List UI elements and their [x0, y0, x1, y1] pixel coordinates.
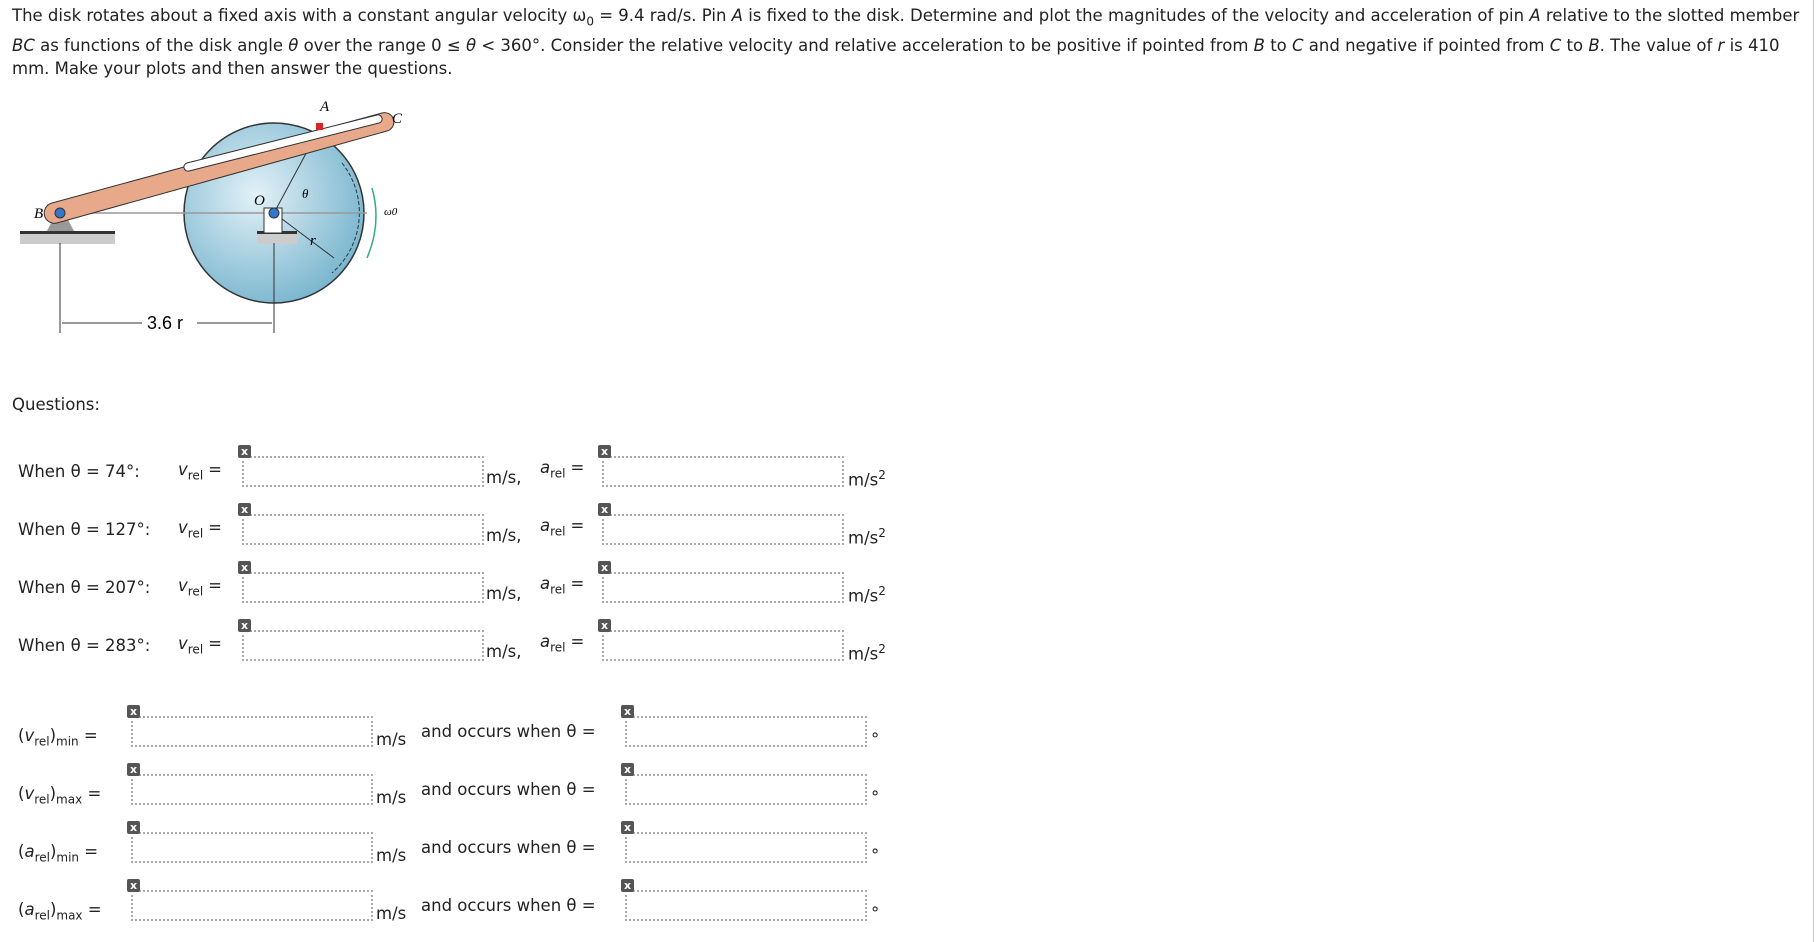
t: . The value of	[1599, 35, 1718, 55]
symbol: v	[178, 460, 188, 479]
clear-icon[interactable]: x	[598, 619, 611, 632]
a-rel-input[interactable]	[602, 630, 844, 661]
t: to	[1264, 35, 1293, 55]
v-unit: m/s,	[486, 584, 522, 603]
t: relative to the slotted member	[1540, 6, 1800, 25]
v-unit: m/s,	[486, 468, 522, 487]
t: is fixed to the disk. Determine and plot the magnitudes of the velocity and acceleration of pin	[742, 6, 1530, 25]
t: is 410 mm. Make your plots and then answer the questions.	[12, 35, 1780, 79]
equals: =	[208, 460, 222, 479]
symbol-label	[540, 574, 584, 596]
questions-heading: Questions:	[12, 395, 100, 414]
clear-icon[interactable]: x	[621, 763, 634, 776]
clear-icon[interactable]: x	[238, 503, 251, 516]
degree-unit: °	[871, 730, 880, 749]
degree-unit: °	[871, 846, 880, 865]
extreme-value-input[interactable]	[131, 716, 373, 747]
row-label: When θ = 283°:	[18, 636, 151, 655]
label-c: C	[392, 111, 403, 127]
label-theta: θ	[302, 186, 309, 201]
squared: 2	[878, 526, 886, 540]
t: < 360°. Consider the relative velocity and relative acceleration to be positive if pointed from	[476, 35, 1254, 55]
clear-icon[interactable]: x	[127, 821, 140, 834]
a-unit	[848, 584, 886, 606]
a-unit	[848, 642, 886, 664]
theta-input[interactable]	[625, 774, 867, 805]
occurs-label: and occurs when θ =	[421, 896, 596, 915]
subscript: rel	[550, 466, 566, 481]
extreme-unit: m/s	[376, 730, 407, 749]
unit: m/s	[848, 644, 879, 664]
symbol: v	[178, 518, 188, 537]
t: over the range 0 ≤	[298, 35, 466, 55]
t: r	[1717, 35, 1725, 55]
t: and negative if pointed from	[1303, 35, 1550, 55]
symbol-label	[178, 576, 222, 598]
symbol: a	[540, 574, 551, 593]
v-unit: m/s,	[486, 642, 522, 661]
label-a: A	[320, 99, 330, 115]
theta-input[interactable]	[625, 832, 867, 863]
extreme-unit: m/s	[376, 904, 407, 923]
subscript: min	[56, 734, 79, 749]
t: B	[1253, 35, 1265, 55]
v-rel-input[interactable]	[242, 572, 484, 603]
occurs-label: and occurs when θ =	[421, 838, 596, 857]
t: as functions of the disk angle	[34, 35, 289, 55]
extreme-unit: m/s	[376, 788, 407, 807]
t: BC	[12, 35, 35, 55]
subscript: rel	[187, 468, 204, 483]
subscript: rel	[187, 526, 204, 541]
clear-icon[interactable]: x	[598, 503, 611, 516]
extreme-label: $(v_{rel})_{min}$ =	[18, 726, 98, 749]
subscript: rel	[550, 524, 566, 539]
symbol: v	[24, 726, 35, 745]
clear-icon[interactable]: x	[238, 619, 251, 632]
v-unit: m/s,	[486, 526, 522, 545]
clear-icon[interactable]: x	[621, 821, 634, 834]
clear-icon[interactable]: x	[238, 445, 251, 458]
equals: =	[84, 842, 99, 861]
symbol-label	[540, 516, 584, 538]
symbol-label	[540, 458, 584, 480]
label-omega: ω0	[384, 206, 398, 218]
extreme-value-input[interactable]	[131, 774, 373, 805]
symbol-label	[178, 518, 222, 540]
t: B	[1588, 35, 1600, 55]
t: A	[1529, 6, 1541, 25]
t: θ	[288, 35, 299, 55]
symbol: a	[540, 516, 551, 535]
t: 0	[586, 14, 594, 29]
t: C	[1292, 35, 1304, 55]
squared: 2	[878, 584, 886, 598]
subscript: max	[56, 792, 83, 807]
a-rel-input[interactable]	[602, 572, 844, 603]
unit: m/s	[848, 586, 879, 606]
problem-statement	[12, 4, 1802, 81]
squared: 2	[878, 468, 886, 482]
subscript: min	[56, 850, 80, 865]
clear-icon[interactable]: x	[127, 705, 140, 718]
row-label: When θ = 127°:	[18, 520, 151, 539]
a-rel-input[interactable]	[602, 456, 844, 487]
a-rel-input[interactable]	[602, 514, 844, 545]
extreme-value-input[interactable]	[131, 832, 373, 863]
equals: =	[87, 900, 102, 919]
row-label: When θ = 207°:	[18, 578, 151, 597]
label-o: O	[254, 193, 265, 209]
symbol: v	[178, 576, 188, 595]
theta-input[interactable]	[625, 890, 867, 921]
equals: =	[87, 784, 102, 803]
label-r: r	[310, 233, 316, 249]
v-rel-input[interactable]	[242, 456, 484, 487]
label-b: B	[34, 206, 44, 222]
equals: =	[570, 632, 585, 651]
extreme-label: $(a_{rel})_{min}$ =	[18, 842, 99, 865]
symbol: a	[540, 632, 551, 651]
t: = 9.4 rad/s. Pin	[593, 6, 732, 25]
equals: =	[570, 516, 585, 535]
subscript: max	[56, 908, 83, 923]
subscript: rel	[550, 582, 566, 597]
t: θ	[466, 35, 477, 55]
clear-icon[interactable]: x	[598, 561, 611, 574]
symbol: v	[178, 634, 188, 653]
equals: =	[83, 726, 98, 745]
subscript: rel	[34, 734, 50, 749]
occurs-label: and occurs when θ =	[421, 722, 596, 741]
unit: m/s	[848, 528, 879, 548]
clear-icon[interactable]: x	[621, 879, 634, 892]
extreme-label: $(v_{rel})_{max}$ =	[18, 784, 102, 807]
subscript: rel	[34, 792, 50, 807]
t: The disk rotates about a fixed axis with a constant angular velocity ω	[12, 6, 587, 25]
t: C	[1549, 35, 1562, 55]
extreme-value-input[interactable]	[131, 890, 373, 921]
subscript: rel	[550, 640, 566, 655]
clear-icon[interactable]: x	[621, 705, 634, 718]
subscript: rel	[187, 584, 204, 599]
extreme-label: $(a_{rel})_{max}$ =	[18, 900, 102, 923]
page-border	[1813, 0, 1814, 942]
symbol: a	[540, 458, 551, 477]
squared: 2	[878, 642, 886, 656]
t: to	[1561, 35, 1589, 55]
subscript: rel	[187, 642, 204, 657]
equals: =	[208, 634, 222, 653]
subscript: rel	[34, 850, 50, 865]
row-label: When θ = 74°:	[18, 462, 140, 481]
subscript: rel	[34, 908, 50, 923]
mechanism-diagram	[12, 93, 422, 348]
dimension-label: 3.6 r	[147, 313, 184, 333]
equals: =	[208, 576, 222, 595]
symbol-label	[178, 460, 222, 482]
degree-unit: °	[871, 788, 880, 807]
clear-icon[interactable]: x	[238, 561, 251, 574]
symbol-label	[540, 632, 584, 654]
a-unit	[848, 526, 886, 548]
degree-unit: °	[871, 904, 880, 923]
v-rel-input[interactable]	[242, 514, 484, 545]
occurs-label: and occurs when θ =	[421, 780, 596, 799]
clear-icon[interactable]: x	[598, 445, 611, 458]
symbol-label	[178, 634, 222, 656]
unit: m/s	[848, 470, 879, 490]
t: A	[731, 6, 743, 25]
symbol: v	[24, 784, 35, 803]
a-unit	[848, 468, 886, 490]
symbol: a	[24, 900, 35, 919]
extreme-unit: m/s	[376, 846, 407, 865]
theta-input[interactable]	[625, 716, 867, 747]
equals: =	[208, 518, 222, 537]
symbol: a	[24, 842, 35, 861]
equals: =	[570, 574, 585, 593]
equals: =	[570, 458, 585, 477]
clear-icon[interactable]: x	[127, 879, 140, 892]
v-rel-input[interactable]	[242, 630, 484, 661]
clear-icon[interactable]: x	[127, 763, 140, 776]
